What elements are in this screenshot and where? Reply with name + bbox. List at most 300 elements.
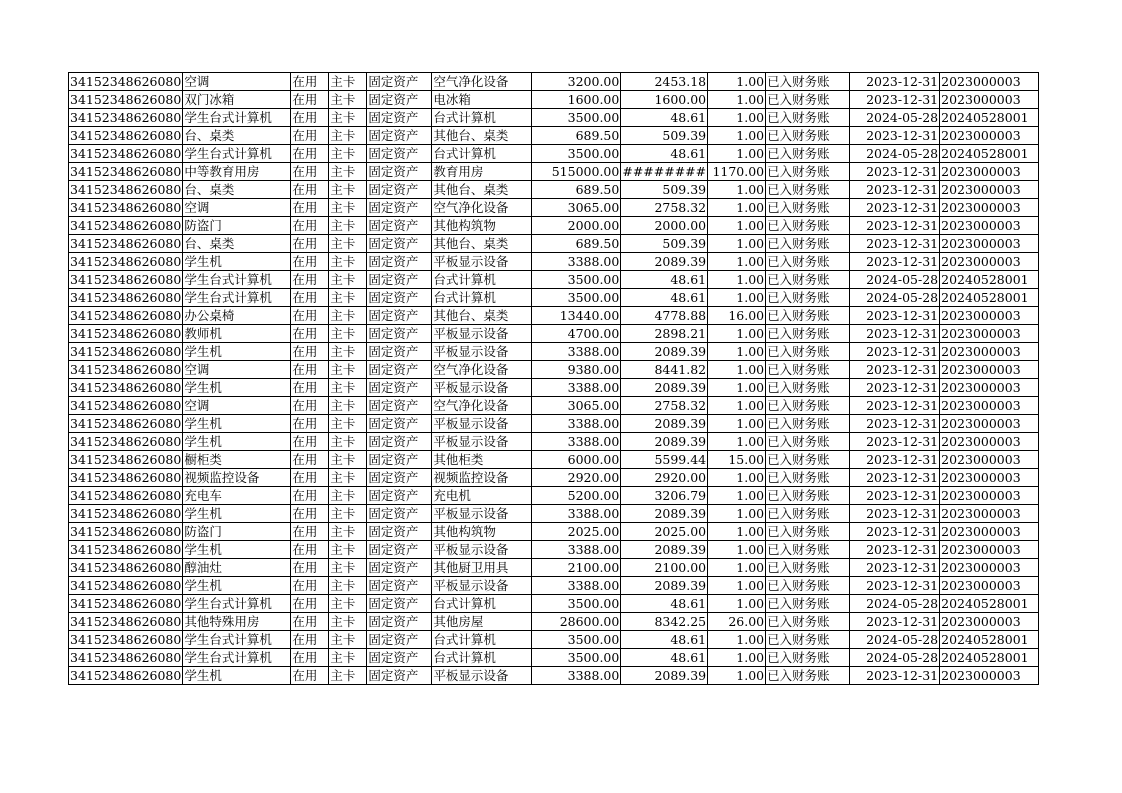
finance-status-cell[interactable]: 已入财务账	[766, 217, 850, 235]
original-value-cell[interactable]: 3388.00	[532, 433, 621, 451]
asset-class-cell[interactable]: 台式计算机	[432, 631, 532, 649]
finance-status-cell[interactable]: 已入财务账	[766, 559, 850, 577]
finance-status-cell[interactable]: 已入财务账	[766, 91, 850, 109]
usage-status-cell[interactable]: 在用	[291, 109, 329, 127]
net-value-cell[interactable]: 2089.39	[621, 433, 708, 451]
net-value-cell[interactable]: 2089.39	[621, 667, 708, 685]
original-value-cell[interactable]: 13440.00	[532, 307, 621, 325]
usage-status-cell[interactable]: 在用	[291, 325, 329, 343]
finance-status-cell[interactable]: 已入财务账	[766, 379, 850, 397]
asset-name-cell[interactable]: 学生台式计算机	[183, 289, 291, 307]
usage-status-cell[interactable]: 在用	[291, 217, 329, 235]
asset-category-cell[interactable]: 固定资产	[367, 307, 432, 325]
voucher-number-cell[interactable]: 2023000003	[940, 91, 1039, 109]
card-type-cell[interactable]: 主卡	[329, 613, 367, 631]
original-value-cell[interactable]: 3388.00	[532, 541, 621, 559]
card-type-cell[interactable]: 主卡	[329, 199, 367, 217]
net-value-cell[interactable]: 48.61	[621, 289, 708, 307]
net-value-cell[interactable]: 2025.00	[621, 523, 708, 541]
original-value-cell[interactable]: 2100.00	[532, 559, 621, 577]
quantity-cell[interactable]: 1.00	[708, 379, 766, 397]
usage-status-cell[interactable]: 在用	[291, 613, 329, 631]
voucher-number-cell[interactable]: 2023000003	[940, 163, 1039, 181]
card-type-cell[interactable]: 主卡	[329, 541, 367, 559]
original-value-cell[interactable]: 3500.00	[532, 595, 621, 613]
card-type-cell[interactable]: 主卡	[329, 523, 367, 541]
finance-status-cell[interactable]: 已入财务账	[766, 469, 850, 487]
asset-category-cell[interactable]: 固定资产	[367, 577, 432, 595]
finance-status-cell[interactable]: 已入财务账	[766, 541, 850, 559]
voucher-number-cell[interactable]: 2023000003	[940, 397, 1039, 415]
card-type-cell[interactable]: 主卡	[329, 397, 367, 415]
asset-code-cell[interactable]: 34152348626080	[70, 344, 182, 359]
usage-status-cell[interactable]: 在用	[291, 505, 329, 523]
original-value-cell[interactable]: 4700.00	[532, 325, 621, 343]
net-value-cell[interactable]: 8441.82	[621, 361, 708, 379]
usage-status-cell[interactable]: 在用	[291, 379, 329, 397]
asset-category-cell[interactable]: 固定资产	[367, 343, 432, 361]
usage-status-cell[interactable]: 在用	[291, 73, 329, 91]
asset-category-cell[interactable]: 固定资产	[367, 73, 432, 91]
entry-date-cell[interactable]: 2023-12-31	[850, 361, 940, 379]
asset-code-cell[interactable]: 34152348626080	[70, 164, 182, 179]
entry-date-cell[interactable]: 2023-12-31	[850, 73, 940, 91]
entry-date-cell[interactable]: 2023-12-31	[850, 397, 940, 415]
card-type-cell[interactable]: 主卡	[329, 631, 367, 649]
voucher-number-cell[interactable]: 2023000003	[940, 379, 1039, 397]
usage-status-cell[interactable]: 在用	[291, 469, 329, 487]
asset-code-cell[interactable]: 34152348626080	[70, 614, 182, 629]
card-type-cell[interactable]: 主卡	[329, 235, 367, 253]
finance-status-cell[interactable]: 已入财务账	[766, 577, 850, 595]
asset-name-cell[interactable]: 学生台式计算机	[183, 631, 291, 649]
usage-status-cell[interactable]: 在用	[291, 127, 329, 145]
quantity-cell[interactable]: 1.00	[708, 91, 766, 109]
usage-status-cell[interactable]: 在用	[291, 91, 329, 109]
usage-status-cell[interactable]: 在用	[291, 433, 329, 451]
voucher-number-cell[interactable]: 2023000003	[940, 217, 1039, 235]
entry-date-cell[interactable]: 2023-12-31	[850, 559, 940, 577]
asset-class-cell[interactable]: 平板显示设备	[432, 253, 532, 271]
entry-date-cell[interactable]: 2024-05-28	[850, 271, 940, 289]
voucher-number-cell[interactable]: 2023000003	[940, 415, 1039, 433]
asset-class-cell[interactable]: 其他构筑物	[432, 217, 532, 235]
quantity-cell[interactable]: 1.00	[708, 667, 766, 685]
net-value-cell[interactable]: 48.61	[621, 649, 708, 667]
asset-name-cell[interactable]: 学生台式计算机	[183, 109, 291, 127]
asset-class-cell[interactable]: 其他厨卫用具	[432, 559, 532, 577]
asset-name-cell[interactable]: 防盗门	[183, 217, 291, 235]
asset-class-cell[interactable]: 平板显示设备	[432, 505, 532, 523]
asset-class-cell[interactable]: 空气净化设备	[432, 397, 532, 415]
asset-class-cell[interactable]: 平板显示设备	[432, 325, 532, 343]
asset-class-cell[interactable]: 平板显示设备	[432, 433, 532, 451]
asset-code-cell[interactable]: 34152348626080	[70, 92, 182, 107]
usage-status-cell[interactable]: 在用	[291, 649, 329, 667]
voucher-number-cell[interactable]: 2023000003	[940, 613, 1039, 631]
asset-name-cell[interactable]: 学生机	[183, 577, 291, 595]
asset-class-cell[interactable]: 台式计算机	[432, 649, 532, 667]
asset-category-cell[interactable]: 固定资产	[367, 505, 432, 523]
entry-date-cell[interactable]: 2024-05-28	[850, 631, 940, 649]
usage-status-cell[interactable]: 在用	[291, 289, 329, 307]
usage-status-cell[interactable]: 在用	[291, 235, 329, 253]
entry-date-cell[interactable]: 2023-12-31	[850, 541, 940, 559]
quantity-cell[interactable]: 1.00	[708, 199, 766, 217]
asset-class-cell[interactable]: 电冰箱	[432, 91, 532, 109]
original-value-cell[interactable]: 3500.00	[532, 289, 621, 307]
asset-name-cell[interactable]: 学生机	[183, 667, 291, 685]
net-value-cell[interactable]: 509.39	[621, 127, 708, 145]
net-value-cell[interactable]: 4778.88	[621, 307, 708, 325]
asset-code-cell[interactable]: 34152348626080	[70, 434, 182, 449]
finance-status-cell[interactable]: 已入财务账	[766, 361, 850, 379]
asset-category-cell[interactable]: 固定资产	[367, 649, 432, 667]
asset-code-cell[interactable]: 34152348626080	[70, 578, 182, 593]
asset-class-cell[interactable]: 其他台、桌类	[432, 307, 532, 325]
asset-code-cell[interactable]: 34152348626080	[70, 362, 182, 377]
asset-class-cell[interactable]: 其他构筑物	[432, 523, 532, 541]
entry-date-cell[interactable]: 2023-12-31	[850, 451, 940, 469]
finance-status-cell[interactable]: 已入财务账	[766, 253, 850, 271]
net-value-cell[interactable]: 2920.00	[621, 469, 708, 487]
original-value-cell[interactable]: 3065.00	[532, 199, 621, 217]
asset-class-cell[interactable]: 台式计算机	[432, 109, 532, 127]
asset-name-cell[interactable]: 学生机	[183, 343, 291, 361]
asset-code-cell[interactable]: 34152348626080	[70, 542, 182, 557]
voucher-number-cell[interactable]: 2023000003	[940, 199, 1039, 217]
usage-status-cell[interactable]: 在用	[291, 361, 329, 379]
quantity-cell[interactable]: 1.00	[708, 325, 766, 343]
net-value-cell[interactable]: 2089.39	[621, 343, 708, 361]
voucher-number-cell[interactable]: 2023000003	[940, 469, 1039, 487]
voucher-number-cell[interactable]: 20240528001	[940, 595, 1039, 613]
asset-class-cell[interactable]: 其他房屋	[432, 613, 532, 631]
original-value-cell[interactable]: 2920.00	[532, 469, 621, 487]
asset-name-cell[interactable]: 学生机	[183, 505, 291, 523]
entry-date-cell[interactable]: 2024-05-28	[850, 109, 940, 127]
asset-class-cell[interactable]: 平板显示设备	[432, 343, 532, 361]
card-type-cell[interactable]: 主卡	[329, 145, 367, 163]
entry-date-cell[interactable]: 2023-12-31	[850, 163, 940, 181]
card-type-cell[interactable]: 主卡	[329, 487, 367, 505]
asset-class-cell[interactable]: 台式计算机	[432, 145, 532, 163]
voucher-number-cell[interactable]: 20240528001	[940, 109, 1039, 127]
asset-class-cell[interactable]: 平板显示设备	[432, 379, 532, 397]
asset-code-cell[interactable]: 34152348626080	[70, 560, 182, 575]
entry-date-cell[interactable]: 2023-12-31	[850, 325, 940, 343]
card-type-cell[interactable]: 主卡	[329, 595, 367, 613]
net-value-cell[interactable]: 48.61	[621, 109, 708, 127]
quantity-cell[interactable]: 1.00	[708, 127, 766, 145]
finance-status-cell[interactable]: 已入财务账	[766, 109, 850, 127]
usage-status-cell[interactable]: 在用	[291, 145, 329, 163]
asset-code-cell[interactable]: 34152348626080	[70, 416, 182, 431]
original-value-cell[interactable]: 689.50	[532, 127, 621, 145]
asset-category-cell[interactable]: 固定资产	[367, 127, 432, 145]
asset-class-cell[interactable]: 空气净化设备	[432, 361, 532, 379]
voucher-number-cell[interactable]: 2023000003	[940, 127, 1039, 145]
finance-status-cell[interactable]: 已入财务账	[766, 451, 850, 469]
quantity-cell[interactable]: 15.00	[708, 451, 766, 469]
asset-code-cell[interactable]: 34152348626080	[70, 596, 182, 611]
asset-code-cell[interactable]: 34152348626080	[70, 254, 182, 269]
entry-date-cell[interactable]: 2023-12-31	[850, 91, 940, 109]
asset-name-cell[interactable]: 防盗门	[183, 523, 291, 541]
asset-code-cell[interactable]: 34152348626080	[70, 218, 182, 233]
asset-category-cell[interactable]: 固定资产	[367, 433, 432, 451]
asset-category-cell[interactable]: 固定资产	[367, 451, 432, 469]
voucher-number-cell[interactable]: 2023000003	[940, 577, 1039, 595]
voucher-number-cell[interactable]: 2023000003	[940, 541, 1039, 559]
net-value-cell[interactable]: 2898.21	[621, 325, 708, 343]
asset-category-cell[interactable]: 固定资产	[367, 235, 432, 253]
asset-code-cell[interactable]: 34152348626080	[70, 146, 182, 161]
finance-status-cell[interactable]: 已入财务账	[766, 73, 850, 91]
card-type-cell[interactable]: 主卡	[329, 559, 367, 577]
finance-status-cell[interactable]: 已入财务账	[766, 307, 850, 325]
quantity-cell[interactable]: 1.00	[708, 253, 766, 271]
asset-category-cell[interactable]: 固定资产	[367, 109, 432, 127]
quantity-cell[interactable]: 1.00	[708, 397, 766, 415]
entry-date-cell[interactable]: 2024-05-28	[850, 145, 940, 163]
net-value-cell[interactable]: ########	[622, 164, 707, 179]
voucher-number-cell[interactable]: 20240528001	[940, 271, 1039, 289]
card-type-cell[interactable]: 主卡	[329, 109, 367, 127]
card-type-cell[interactable]: 主卡	[329, 253, 367, 271]
card-type-cell[interactable]: 主卡	[329, 271, 367, 289]
asset-category-cell[interactable]: 固定资产	[367, 559, 432, 577]
finance-status-cell[interactable]: 已入财务账	[766, 199, 850, 217]
asset-code-cell[interactable]: 34152348626080	[70, 470, 182, 485]
net-value-cell[interactable]: 2089.39	[621, 541, 708, 559]
usage-status-cell[interactable]: 在用	[291, 253, 329, 271]
quantity-cell[interactable]: 1.00	[708, 289, 766, 307]
usage-status-cell[interactable]: 在用	[291, 181, 329, 199]
original-value-cell[interactable]: 3500.00	[532, 145, 621, 163]
net-value-cell[interactable]: 509.39	[621, 235, 708, 253]
asset-code-cell[interactable]: 34152348626080	[70, 74, 182, 89]
net-value-cell[interactable]: 3206.79	[621, 487, 708, 505]
quantity-cell[interactable]: 1170.00	[708, 163, 766, 181]
finance-status-cell[interactable]: 已入财务账	[766, 667, 850, 685]
voucher-number-cell[interactable]: 2023000003	[940, 433, 1039, 451]
usage-status-cell[interactable]: 在用	[291, 163, 329, 181]
asset-category-cell[interactable]: 固定资产	[367, 613, 432, 631]
asset-code-cell[interactable]: 34152348626080	[70, 236, 182, 251]
original-value-cell[interactable]: 3500.00	[532, 631, 621, 649]
net-value-cell[interactable]: 509.39	[621, 181, 708, 199]
quantity-cell[interactable]: 1.00	[708, 631, 766, 649]
card-type-cell[interactable]: 主卡	[329, 451, 367, 469]
voucher-number-cell[interactable]: 20240528001	[940, 145, 1039, 163]
entry-date-cell[interactable]: 2023-12-31	[850, 253, 940, 271]
asset-code-cell[interactable]: 34152348626080	[70, 290, 182, 305]
usage-status-cell[interactable]: 在用	[291, 271, 329, 289]
net-value-cell[interactable]: 2089.39	[621, 379, 708, 397]
quantity-cell[interactable]: 26.00	[708, 613, 766, 631]
usage-status-cell[interactable]: 在用	[291, 631, 329, 649]
asset-name-cell[interactable]: 空调	[183, 73, 291, 91]
asset-name-cell[interactable]: 学生机	[183, 415, 291, 433]
asset-category-cell[interactable]: 固定资产	[367, 271, 432, 289]
usage-status-cell[interactable]: 在用	[291, 397, 329, 415]
asset-class-cell[interactable]: 视频监控设备	[432, 469, 532, 487]
quantity-cell[interactable]: 1.00	[708, 469, 766, 487]
quantity-cell[interactable]: 1.00	[708, 271, 766, 289]
net-value-cell[interactable]: 48.61	[621, 145, 708, 163]
original-value-cell[interactable]: 689.50	[532, 235, 621, 253]
card-type-cell[interactable]: 主卡	[329, 469, 367, 487]
card-type-cell[interactable]: 主卡	[329, 91, 367, 109]
asset-code-cell[interactable]: 34152348626080	[70, 650, 182, 665]
quantity-cell[interactable]: 1.00	[708, 73, 766, 91]
original-value-cell[interactable]: 6000.00	[532, 451, 621, 469]
finance-status-cell[interactable]: 已入财务账	[766, 163, 850, 181]
card-type-cell[interactable]: 主卡	[329, 325, 367, 343]
finance-status-cell[interactable]: 已入财务账	[766, 613, 850, 631]
asset-name-cell[interactable]: 空调	[183, 361, 291, 379]
net-value-cell[interactable]: 48.61	[621, 595, 708, 613]
net-value-cell[interactable]: 2758.32	[621, 397, 708, 415]
asset-name-cell[interactable]: 空调	[183, 397, 291, 415]
voucher-number-cell[interactable]: 20240528001	[940, 649, 1039, 667]
entry-date-cell[interactable]: 2024-05-28	[850, 595, 940, 613]
net-value-cell[interactable]: 1600.00	[621, 91, 708, 109]
voucher-number-cell[interactable]: 2023000003	[940, 181, 1039, 199]
asset-name-cell[interactable]: 学生机	[183, 541, 291, 559]
finance-status-cell[interactable]: 已入财务账	[766, 325, 850, 343]
finance-status-cell[interactable]: 已入财务账	[766, 415, 850, 433]
asset-code-cell[interactable]: 34152348626080	[70, 452, 182, 467]
quantity-cell[interactable]: 1.00	[708, 523, 766, 541]
asset-name-cell[interactable]: 学生台式计算机	[183, 145, 291, 163]
asset-class-cell[interactable]: 台式计算机	[432, 289, 532, 307]
asset-category-cell[interactable]: 固定资产	[367, 91, 432, 109]
asset-code-cell[interactable]: 34152348626080	[70, 632, 182, 647]
net-value-cell[interactable]: 5599.44	[621, 451, 708, 469]
voucher-number-cell[interactable]: 20240528001	[940, 631, 1039, 649]
asset-name-cell[interactable]: 台、桌类	[183, 235, 291, 253]
usage-status-cell[interactable]: 在用	[291, 343, 329, 361]
card-type-cell[interactable]: 主卡	[329, 361, 367, 379]
asset-class-cell[interactable]: 平板显示设备	[432, 667, 532, 685]
asset-code-cell[interactable]: 34152348626080	[70, 272, 182, 287]
usage-status-cell[interactable]: 在用	[291, 523, 329, 541]
voucher-number-cell[interactable]: 2023000003	[940, 343, 1039, 361]
asset-category-cell[interactable]: 固定资产	[367, 667, 432, 685]
asset-class-cell[interactable]: 台式计算机	[432, 271, 532, 289]
entry-date-cell[interactable]: 2023-12-31	[850, 181, 940, 199]
net-value-cell[interactable]: 2453.18	[621, 73, 708, 91]
entry-date-cell[interactable]: 2023-12-31	[850, 307, 940, 325]
finance-status-cell[interactable]: 已入财务账	[766, 595, 850, 613]
original-value-cell[interactable]: 3500.00	[532, 649, 621, 667]
asset-name-cell[interactable]: 双门冰箱	[183, 91, 291, 109]
usage-status-cell[interactable]: 在用	[291, 487, 329, 505]
asset-code-cell[interactable]: 34152348626080	[70, 668, 182, 683]
net-value-cell[interactable]: 2000.00	[621, 217, 708, 235]
asset-category-cell[interactable]: 固定资产	[367, 145, 432, 163]
finance-status-cell[interactable]: 已入财务账	[766, 397, 850, 415]
finance-status-cell[interactable]: 已入财务账	[766, 289, 850, 307]
voucher-number-cell[interactable]: 2023000003	[940, 667, 1039, 685]
asset-class-cell[interactable]: 空气净化设备	[432, 199, 532, 217]
asset-code-cell[interactable]: 34152348626080	[70, 488, 182, 503]
net-value-cell[interactable]: 2089.39	[621, 577, 708, 595]
finance-status-cell[interactable]: 已入财务账	[766, 433, 850, 451]
asset-category-cell[interactable]: 固定资产	[367, 181, 432, 199]
voucher-number-cell[interactable]: 2023000003	[940, 487, 1039, 505]
asset-code-cell[interactable]: 34152348626080	[70, 182, 182, 197]
finance-status-cell[interactable]: 已入财务账	[766, 631, 850, 649]
card-type-cell[interactable]: 主卡	[329, 127, 367, 145]
original-value-cell[interactable]: 515000.00	[532, 163, 621, 181]
voucher-number-cell[interactable]: 2023000003	[940, 73, 1039, 91]
asset-code-cell[interactable]: 34152348626080	[70, 326, 182, 341]
entry-date-cell[interactable]: 2023-12-31	[850, 235, 940, 253]
asset-class-cell[interactable]: 平板显示设备	[432, 541, 532, 559]
net-value-cell[interactable]: 2089.39	[621, 415, 708, 433]
finance-status-cell[interactable]: 已入财务账	[766, 127, 850, 145]
entry-date-cell[interactable]: 2023-12-31	[850, 415, 940, 433]
original-value-cell[interactable]: 3500.00	[532, 109, 621, 127]
asset-code-cell[interactable]: 34152348626080	[70, 506, 182, 521]
original-value-cell[interactable]: 5200.00	[532, 487, 621, 505]
asset-category-cell[interactable]: 固定资产	[367, 631, 432, 649]
quantity-cell[interactable]: 1.00	[708, 577, 766, 595]
asset-category-cell[interactable]: 固定资产	[367, 253, 432, 271]
original-value-cell[interactable]: 3388.00	[532, 577, 621, 595]
quantity-cell[interactable]: 1.00	[708, 505, 766, 523]
asset-name-cell[interactable]: 其他特殊用房	[183, 613, 291, 631]
entry-date-cell[interactable]: 2023-12-31	[850, 577, 940, 595]
quantity-cell[interactable]: 1.00	[708, 109, 766, 127]
asset-name-cell[interactable]: 学生台式计算机	[183, 271, 291, 289]
asset-class-cell[interactable]: 其他台、桌类	[432, 181, 532, 199]
asset-category-cell[interactable]: 固定资产	[367, 523, 432, 541]
original-value-cell[interactable]: 9380.00	[532, 361, 621, 379]
entry-date-cell[interactable]: 2023-12-31	[850, 487, 940, 505]
net-value-cell[interactable]: 8342.25	[621, 613, 708, 631]
card-type-cell[interactable]: 主卡	[329, 649, 367, 667]
asset-category-cell[interactable]: 固定资产	[367, 163, 432, 181]
finance-status-cell[interactable]: 已入财务账	[766, 343, 850, 361]
asset-class-cell[interactable]: 其他台、桌类	[432, 127, 532, 145]
finance-status-cell[interactable]: 已入财务账	[766, 649, 850, 667]
asset-class-cell[interactable]: 教育用房	[432, 163, 532, 181]
asset-code-cell[interactable]: 34152348626080	[70, 524, 182, 539]
asset-category-cell[interactable]: 固定资产	[367, 541, 432, 559]
asset-code-cell[interactable]: 34152348626080	[70, 110, 182, 125]
usage-status-cell[interactable]: 在用	[291, 541, 329, 559]
asset-name-cell[interactable]: 学生台式计算机	[183, 595, 291, 613]
quantity-cell[interactable]: 1.00	[708, 541, 766, 559]
voucher-number-cell[interactable]: 20240528001	[940, 289, 1039, 307]
entry-date-cell[interactable]: 2023-12-31	[850, 505, 940, 523]
asset-class-cell[interactable]: 台式计算机	[432, 595, 532, 613]
card-type-cell[interactable]: 主卡	[329, 379, 367, 397]
finance-status-cell[interactable]: 已入财务账	[766, 487, 850, 505]
net-value-cell[interactable]: 2100.00	[621, 559, 708, 577]
asset-name-cell[interactable]: 橱柜类	[183, 451, 291, 469]
asset-class-cell[interactable]: 平板显示设备	[432, 577, 532, 595]
net-value-cell[interactable]: 48.61	[621, 271, 708, 289]
asset-category-cell[interactable]: 固定资产	[367, 415, 432, 433]
usage-status-cell[interactable]: 在用	[291, 199, 329, 217]
card-type-cell[interactable]: 主卡	[329, 289, 367, 307]
entry-date-cell[interactable]: 2023-12-31	[850, 379, 940, 397]
